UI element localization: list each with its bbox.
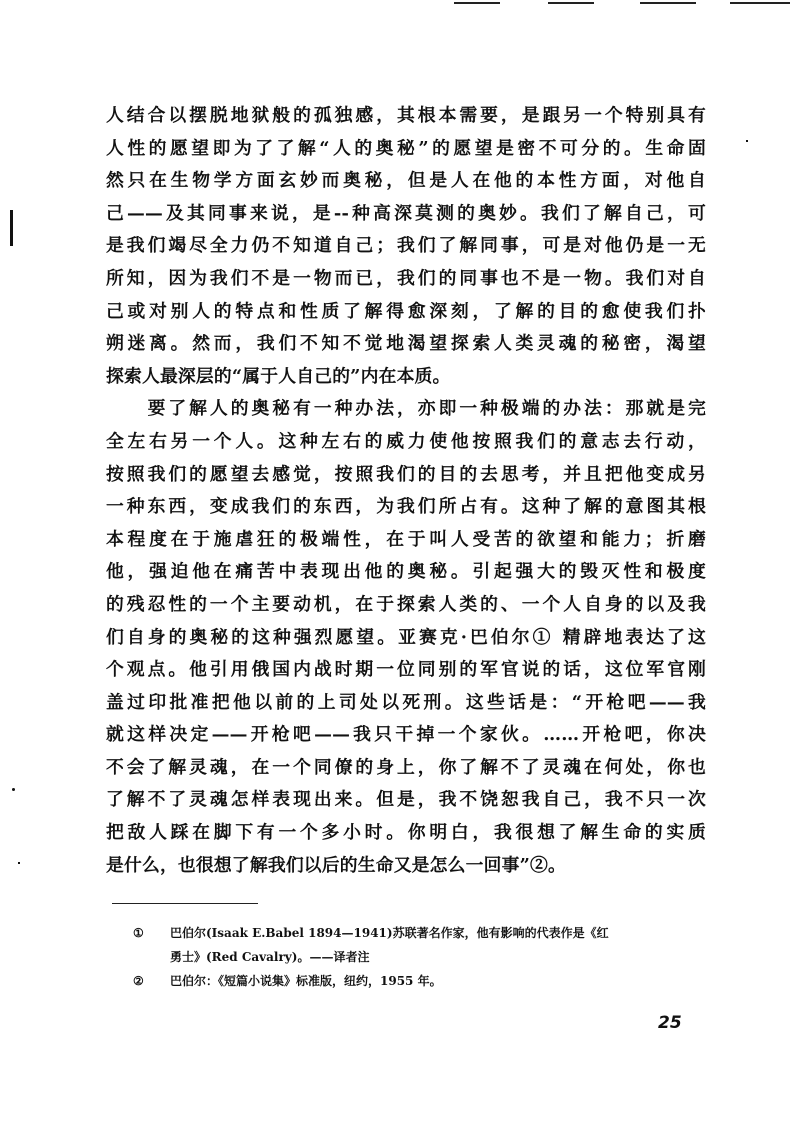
footnote-text: 巴伯尔(Isaak E.Babel 1894—1941)苏联著名作家，他有影响的代表作是《红 xyxy=(170,926,609,940)
text-line: 人性的愿望即为了了解“人的奥秘”的愿望是密不可分的。生命固 xyxy=(106,137,706,159)
top-edge-rule xyxy=(548,2,594,4)
text-line: 按照我们的愿望去感觉，按照我们的目的去思考，并且把他变成另 xyxy=(106,463,706,485)
scan-artifact-dot xyxy=(12,788,15,791)
text-line: 就这样决定——开枪吧——我只干掉一个家伙。……开枪吧，你决 xyxy=(106,724,706,746)
text-line: 人结合以摆脱地狱般的孤独感，其根本需要，是跟另一个特别具有 xyxy=(106,105,706,126)
text-line: 盖过印批准把他以前的上司处以死刑。这些话是：“开枪吧——我 xyxy=(106,691,706,713)
text-line: 他，强迫他在痛苦中表现出他的奥秘。引起强大的毁灭性和极度 xyxy=(106,561,706,583)
text-line: 己——及其同事来说，是--种高深莫测的奥妙。我们了解自己，可 xyxy=(106,202,706,224)
footnotes xyxy=(133,921,713,993)
text-line: 然只在生物学方面玄妙而奥秘，但是人在他的本性方面，对他自 xyxy=(106,170,706,192)
text-line: 所知，因为我们不是一物而已，我们的同事也不是一物。我们对自 xyxy=(106,267,706,289)
text-line: 的残忍性的一个主要动机，在于探索人类的、一个人自身的以及我 xyxy=(106,593,706,615)
top-edge-rule xyxy=(730,2,790,4)
text-line: 探索人最深层的“属于人自己的”内在本质。 xyxy=(106,365,451,387)
text-line: 把敌人踩在脚下有一个多小时。你明白，我很想了解生命的实质 xyxy=(106,822,706,844)
footnote-divider xyxy=(112,903,258,904)
text-line: 不会了解灵魂，在一个同僚的身上，你了解不了灵魂在何处，你也 xyxy=(106,756,706,778)
footnote-item xyxy=(133,969,713,993)
text-line: 本程度在于施虐狂的极端性，在于叫人受苦的欲望和能力；折磨 xyxy=(106,528,706,550)
text-line: 了解不了灵魂怎样表现出来。但是，我不饶恕我自己，我不只一次 xyxy=(106,789,706,811)
text-line: 是我们竭尽全力仍不知道自己；我们了解同事，可是对他仍是一无 xyxy=(106,235,706,257)
text-line: 朔迷离。然而，我们不知不觉地渴望探索人类灵魂的秘密，渴望 xyxy=(106,333,706,355)
text-line: 一种东西，变成我们的东西，为我们所占有。这种了解的意图其根 xyxy=(106,496,706,518)
footnote-mark: ② xyxy=(133,974,144,988)
text-line: 己或对别人的特点和性质了解得愈深刻，了解的目的愈使我们扑 xyxy=(106,300,706,322)
top-edge-rule xyxy=(640,2,696,4)
scan-artifact-dot xyxy=(746,140,748,142)
footnote-item xyxy=(133,921,713,945)
scan-artifact-dot xyxy=(18,862,20,864)
footnote-mark: ① xyxy=(133,926,144,940)
footnote-text-continued: 勇士》(Red Cavalry)。——译者注 xyxy=(170,950,370,964)
body-text xyxy=(106,100,706,882)
text-line: 是什么，也很想了解我们以后的生命又是怎么一回事”②。 xyxy=(106,854,566,876)
top-edge-rule xyxy=(454,2,500,4)
scan-artifact-bar xyxy=(10,210,13,246)
footnote-text: 巴伯尔：《短篇小说集》标准版，纽约，1955 年。 xyxy=(170,974,442,988)
text-line: 全左右另一个人。这种左右的威力使他按照我们的意志去行动， xyxy=(106,430,706,452)
text-line: 们自身的奥秘的这种强烈愿望。亚赛克·巴伯尔① 精辟地表达了这 xyxy=(106,626,706,648)
text-line: 要了解人的奥秘有一种办法，亦即一种极端的办法：那就是完 xyxy=(106,398,706,420)
page-number: 25 xyxy=(658,1013,682,1033)
text-line: 个观点。他引用俄国内战时期一位同别的军官说的话，这位军官刚 xyxy=(106,659,706,681)
